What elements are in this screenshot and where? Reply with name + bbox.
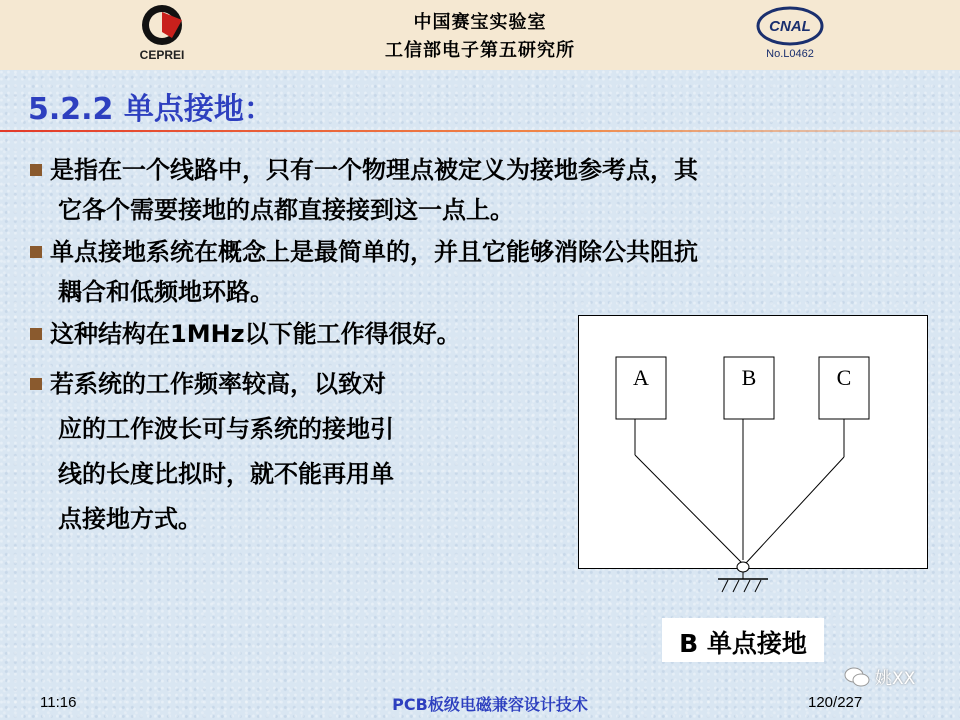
title-divider <box>0 130 960 132</box>
wire-a-diag <box>635 455 742 563</box>
slide-title: 5.2.2 单点接地： <box>28 92 274 127</box>
footer-title: PCB板级电磁兼容设计技术 <box>392 695 588 714</box>
header-title-line1: 中国赛宝实验室 <box>413 12 547 33</box>
footer-time: 11:16 <box>40 694 77 711</box>
ground-diagram-drawing <box>578 315 928 600</box>
bullet-text: 它各个需要接地的点都直接接到这一点上。 <box>58 196 514 224</box>
bullet-text: 若系统的工作频率较高，以致对 <box>50 370 386 398</box>
bullet-2 <box>30 232 698 312</box>
header-title-line2: 工信部电子第五研究所 <box>385 40 575 61</box>
box-b-label: B <box>741 365 757 390</box>
wechat-icon <box>843 665 871 689</box>
cnal-logo <box>740 2 840 66</box>
bullet-square-icon <box>30 164 42 176</box>
footer-page-number: 120/227 <box>808 694 863 711</box>
cnal-logo-number: No.L0462 <box>766 48 814 60</box>
bullet-4 <box>30 362 394 542</box>
box-a-label: A <box>633 365 649 390</box>
ground-hatch-icon <box>722 580 761 592</box>
ground-node <box>737 562 749 572</box>
ceprei-logo <box>112 2 212 66</box>
slide-header <box>0 0 960 70</box>
box-c-label: C <box>836 365 852 390</box>
diagram-caption-box <box>662 618 824 662</box>
bullet-text: 应的工作波长可与系统的接地引 <box>58 415 394 443</box>
bullet-1 <box>30 150 698 230</box>
diagram-caption: B 单点接地 <box>679 629 807 658</box>
bullet-square-icon <box>30 246 42 258</box>
bullet-3 <box>30 314 461 354</box>
cnal-logo-mark: CNAL <box>769 18 811 35</box>
wire-c-diag <box>746 457 844 563</box>
bullet-square-icon <box>30 378 42 390</box>
watermark-text: 姚XX <box>875 669 916 689</box>
bullet-text: 这种结构在1MHz以下能工作得很好。 <box>50 320 461 348</box>
bullet-square-icon <box>30 328 42 340</box>
bullet-text: 耦合和低频地环路。 <box>58 278 274 306</box>
bullet-text: 单点接地系统在概念上是最简单的，并且它能够消除公共阻抗 <box>50 238 698 266</box>
ceprei-logo-text: CEPREI <box>139 48 185 62</box>
bullet-text: 点接地方式。 <box>58 505 202 533</box>
bullet-text: 是指在一个线路中，只有一个物理点被定义为接地参考点，其 <box>50 156 698 184</box>
bullet-text: 线的长度比拟时，就不能再用单 <box>58 460 394 488</box>
